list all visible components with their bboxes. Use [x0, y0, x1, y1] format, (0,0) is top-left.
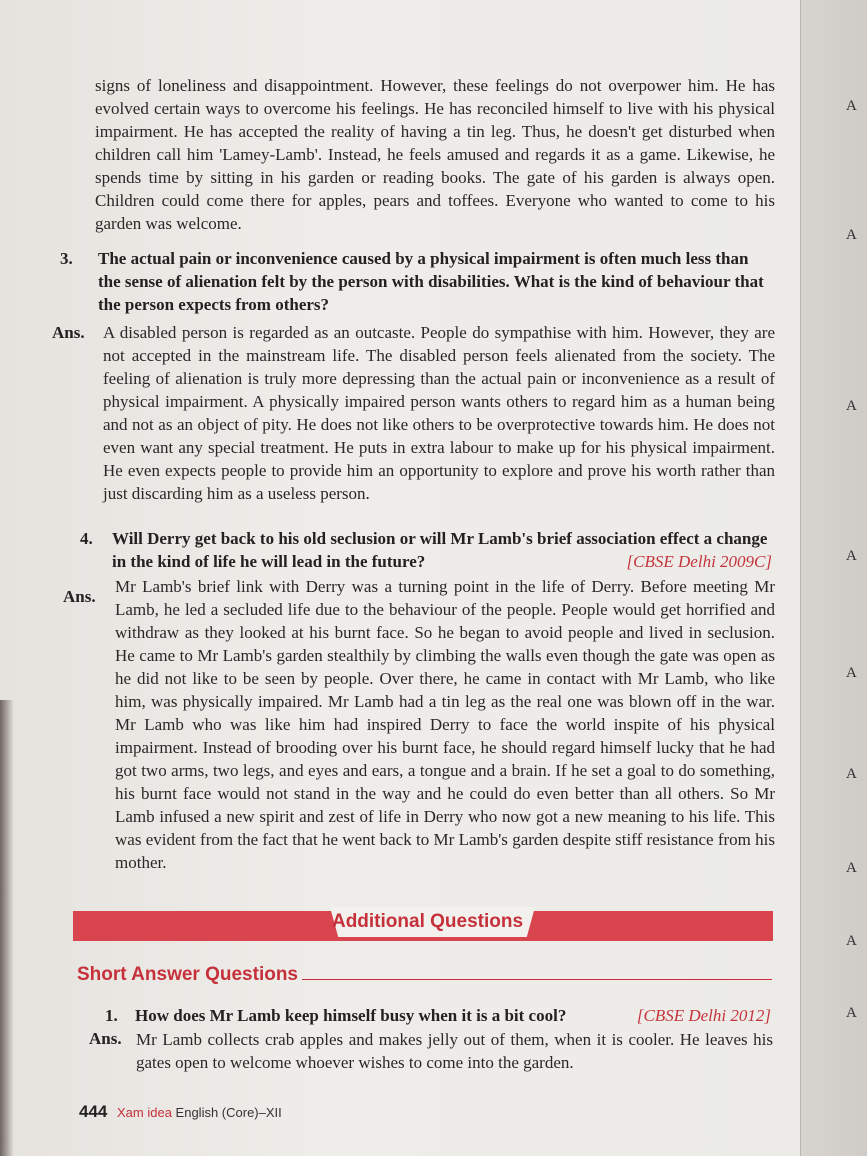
edge-letter: A: [846, 665, 857, 681]
edge-letter: A: [846, 933, 857, 949]
edge-letter: A: [846, 860, 857, 876]
hand-shadow: [0, 700, 14, 1156]
answer-label: Ans.: [52, 323, 85, 342]
question-3: [60, 247, 775, 316]
edge-letter: A: [846, 1005, 857, 1021]
citation: [CBSE Delhi 2012]: [636, 1006, 771, 1025]
edge-letter: A: [846, 398, 857, 414]
edge-letter: A: [846, 766, 857, 782]
answer-label: Ans.: [89, 1029, 122, 1048]
citation: [CBSE Delhi 2009C]: [626, 552, 772, 571]
adjacent-page-edge: [800, 0, 867, 1156]
page-number: 444: [79, 1102, 108, 1121]
subsection-rule: [302, 979, 772, 980]
edge-letter: A: [846, 98, 857, 114]
question-number: 3.: [60, 249, 73, 268]
short-answer-1: Mr Lamb collects crab apples and makes jelly out of them, when it is cooler. He leaves his gates open to welcome whoever wishes to come into the garden.: [136, 1030, 773, 1072]
edge-letter: A: [846, 548, 857, 564]
question-number: 1.: [105, 1006, 118, 1025]
subsection-title: Short Answer Questions: [77, 964, 298, 985]
short-question-1: [105, 1004, 773, 1027]
answer-4: Mr Lamb's brief link with Derry was a turning point in the life of Derry. Before meeting Mr Lamb, he led a secluded life due to the behaviour of the people. People would get horrified and withdraw as they looked at his burnt face. So he began to avoid people and lived in seclusion. He came to Mr Lamb's garden stealthily by climbing the walls even though the gate was open as he did not like to be seen by people. Over there, he came in contact with Mr Lamb, who like him, was physically impaired. Mr Lamb had a tin leg as the real one was blown off in the war. Mr Lamb who was like him had inspired Derry to face the world inspite of his physical impairment. Instead of brooding over his burnt face, he should regard himself lucky that he had got two arms, two legs, and eyes and ears, a tongue and a brain. If he set a goal to do something, his burnt face would not stand in the way and he could do even better than all others. So Mr Lamb infused a new spirit and zest of life in Derry who now got a new meaning to his life. This was evident from the fact that he went back to Mr Lamb's garden despite stiff resistance from his mother.: [115, 577, 775, 872]
footer-brand: Xam idea: [117, 1105, 172, 1120]
section-banner-title: Additional Questions: [331, 911, 524, 932]
footer-book-title: English (Core)–XII: [175, 1105, 282, 1120]
question-text: Will Derry get back to his old seclusion or will Mr Lamb's brief association effect a change in the kind of life he will lead in the future?: [112, 529, 768, 571]
footer-title: [117, 1105, 282, 1120]
question-text: How does Mr Lamb keep himself busy when it is a bit cool?: [135, 1006, 567, 1025]
intro-paragraph: signs of loneliness and disappointment. However, these feelings do not overpower him. He has evolved certain ways to overcome his feelings. He has reconciled himself to live with his physical impairment. He has accepted the reality of having a tin leg. Thus, he doesn't get disturbed when children call him 'Lamey-Lamb'. Instead, he feels amused and regards it as a game. Likewise, he spends time by sitting in his garden or reading books. The gate of his garden is always open. Children could come there for apples, pears and toffees. Everyone who wanted to come to his garden was welcome.: [95, 76, 775, 233]
edge-letter: A: [846, 227, 857, 243]
answer-3: A disabled person is regarded as an outcaste. People do sympathise with him. However, they are not accepted in the mainstream life. The disabled person feels alienated from the society. The feeling of alienation is truly more depressing than the actual pain or inconvenience as a result of physical impairment. A physically impaired person wants others to regard him as a human being and not as an object of pity. He does not like others to be overprotective towards him. He does not even want any special treatment. He puts in extra labour to make up for his physical impairment. He even expects people to provide him an opportunity to explore and prove his worth rather than just discarding him as a useless person.: [103, 323, 775, 503]
answer-label: Ans.: [63, 587, 96, 606]
question-text: The actual pain or inconvenience caused by a physical impairment is often much less than the sense of alienation felt by the person with disabilities. What is the kind of behaviour that the person expects from others?: [98, 249, 764, 314]
question-4: [80, 527, 775, 573]
question-number: 4.: [80, 529, 93, 548]
